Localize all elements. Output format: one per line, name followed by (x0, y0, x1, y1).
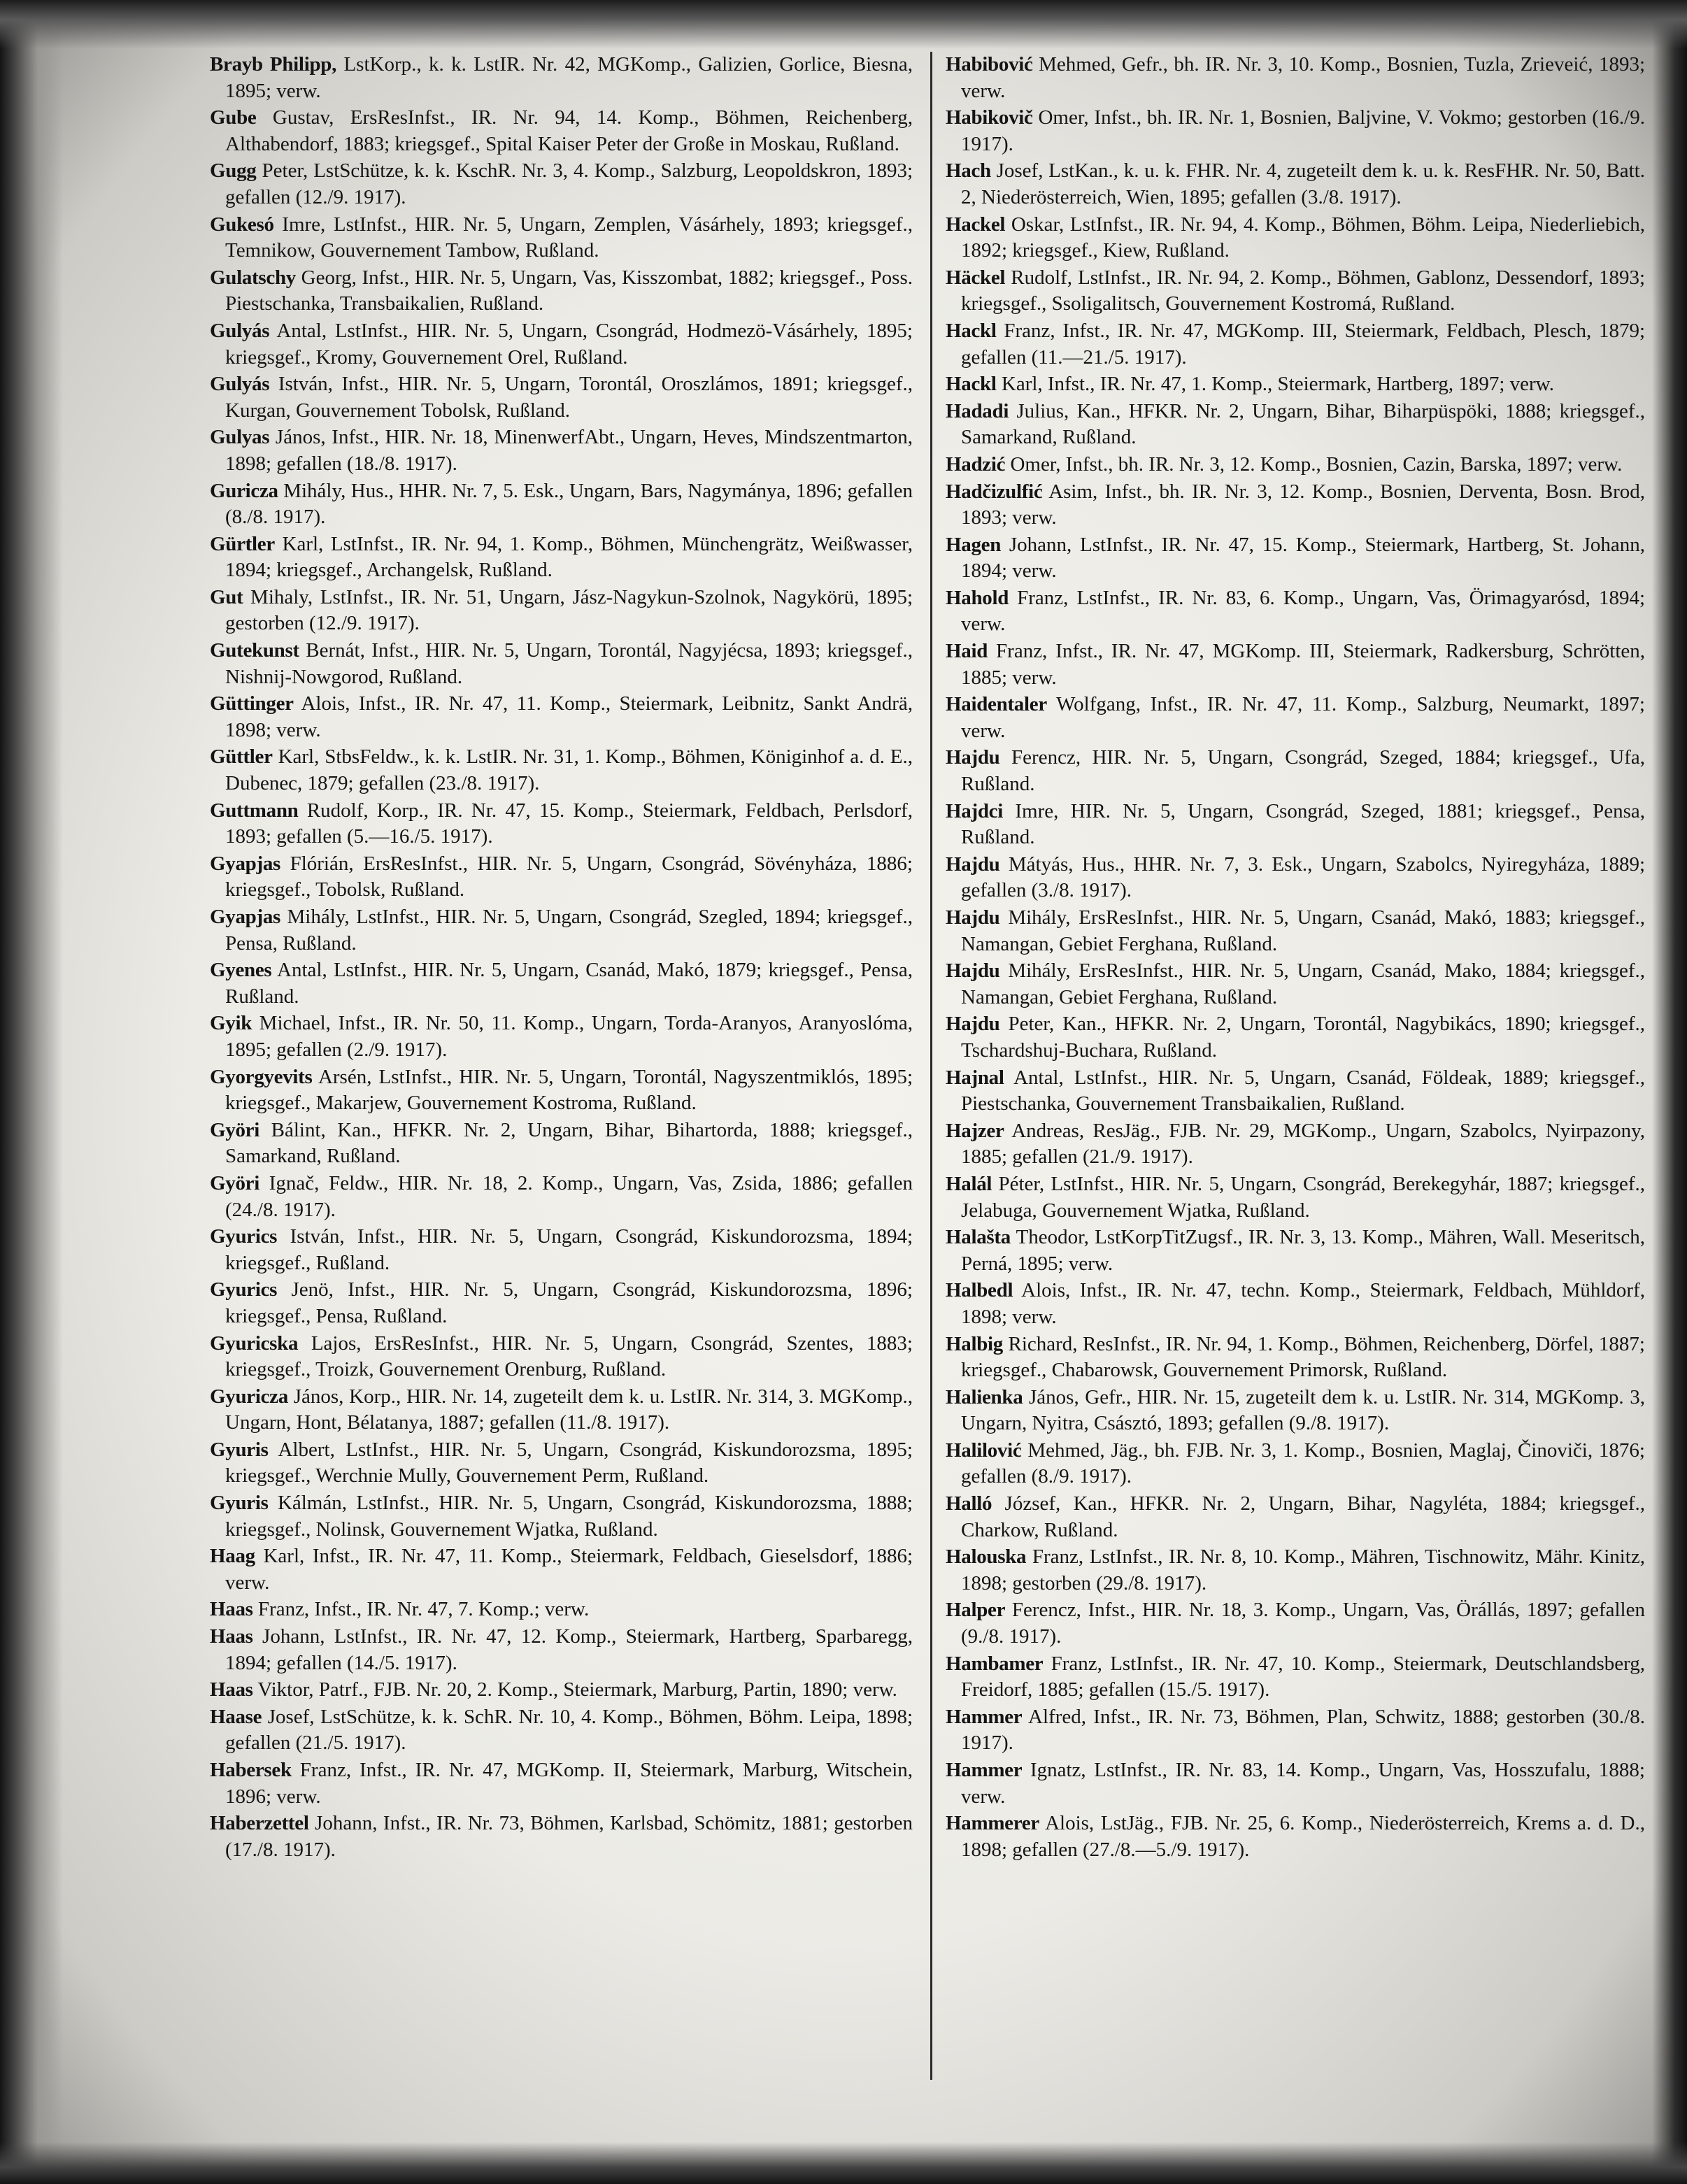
roll-entry (946, 1704, 1645, 1757)
entry-surname: Halló (946, 1492, 992, 1515)
entry-details: Kálmán, LstInfst., HIR. Nr. 5, Ungarn, Csongrád, Kiskundorozsma, 1888; kriegsgef., Nolinsk, Gouvernement Wjatka, Rußland. (225, 1492, 913, 1541)
entry-surname: Halper (946, 1599, 1006, 1622)
roll-entry (210, 105, 913, 157)
roll-entry (210, 851, 913, 904)
roll-entry (946, 1651, 1645, 1704)
roll-entry (946, 1385, 1645, 1437)
entry-surname: Gürtler (210, 532, 275, 555)
entry-surname: Häckel (946, 266, 1006, 289)
entry-surname: Guricza (210, 479, 278, 502)
entry-details: Wolfgang, Infst., IR. Nr. 47, 11. Komp., Salzburg, Neumarkt, 1897; verw. (961, 693, 1645, 742)
roll-entry (210, 904, 913, 957)
roll-entry (946, 1544, 1645, 1597)
entry-details: Mihaly, LstInfst., IR. Nr. 51, Ungarn, Jász-Nagykun-Szolnok, Nagykörü, 1895; gestorben (12./9. 1917). (225, 585, 913, 635)
roll-entry (946, 1757, 1645, 1810)
entry-surname: Gugg (210, 159, 257, 183)
roll-entry (946, 318, 1645, 371)
entry-surname: Gyuris (210, 1492, 269, 1515)
roll-entry (210, 1704, 913, 1757)
entry-details: Oskar, LstInfst., IR. Nr. 94, 4. Komp., Böhmen, Böhm. Leipa, Niederliebich, 1892; kriegsgef., Kiew, Rußland. (961, 213, 1646, 262)
entry-surname: Gut (210, 585, 243, 608)
entry-details: Ignatz, LstInfst., IR. Nr. 83, 14. Komp., Ungarn, Vas, Hosszufalu, 1888; verw. (961, 1759, 1645, 1808)
entry-surname: Gyenes (210, 959, 272, 982)
roll-entry (210, 478, 913, 531)
roll-entry (946, 212, 1645, 264)
entry-details: Mihály, ErsResInfst., HIR. Nr. 5, Ungarn, Csanád, Mako, 1884; kriegsgef., Namangan, Gebiet Ferghana, Rußland. (961, 959, 1646, 1008)
entry-details: Georg, Infst., HIR. Nr. 5, Ungarn, Vas, Kisszombat, 1882; kriegsgef., Poss. Piestschanka, Transbaikalien, Rußland. (225, 266, 913, 315)
roll-entry (210, 691, 913, 743)
entry-details: János, Korp., HIR. Nr. 14, zugeteilt dem k. u. LstIR. Nr. 314, 3. MGKomp., Ungarn, Hont, Bélatanya, 1887; gefallen (11./8. 1917). (225, 1385, 913, 1434)
roll-entry (210, 638, 913, 690)
entry-details: Franz, Infst., IR. Nr. 47, MGKomp. III, Steiermark, Feldbach, Plesch, 1879; gefallen (11.—21./5. 1917). (961, 319, 1646, 369)
roll-entry (946, 905, 1645, 957)
roll-entry (946, 1597, 1645, 1650)
roll-entry (946, 1491, 1645, 1543)
roll-entry (210, 1543, 913, 1596)
entry-surname: Halilović (946, 1439, 1022, 1462)
entry-details: Albert, LstInfst., HIR. Nr. 5, Ungarn, Csongrád, Kiskundorozsma, 1895; kriegsgef., Werchnie Mully, Gouvernement Perm, Rußland. (225, 1438, 913, 1487)
entry-details: Karl, StbsFeldw., k. k. LstIR. Nr. 31, 1. Komp., Böhmen, Königinhof a. d. E., Dubenec, 1879; gefallen (23./8. 1917). (225, 745, 913, 795)
entry-details: Mihály, LstInfst., HIR. Nr. 5, Ungarn, Csongrád, Szegled, 1894; kriegsgef., Pensa, Rußland. (225, 906, 913, 955)
entry-details: Imre, LstInfst., HIR. Nr. 5, Ungarn, Zemplen, Vásárhely, 1893; kriegsgef., Temnikow, Gouvernement Tambow, Rußland. (225, 213, 913, 262)
entry-surname: Hajnal (946, 1066, 1004, 1089)
roll-entry (210, 371, 913, 424)
entry-surname: Hammer (946, 1759, 1023, 1781)
roll-entry (210, 52, 913, 104)
entry-surname: Hackl (946, 373, 997, 396)
entry-details: Jenö, Infst., HIR. Nr. 5, Ungarn, Csongrád, Kiskundorozsma, 1896; kriegsgef., Pensa, Rußland. (225, 1278, 913, 1327)
entry-details: Asim, Infst., bh. IR. Nr. 3, 12. Komp., Bosnien, Derventa, Bosn. Brod, 1893; verw. (961, 480, 1645, 529)
entry-surname: Haas (210, 1625, 253, 1648)
roll-entry (210, 585, 913, 637)
entry-details: Franz, LstInfst., IR. Nr. 8, 10. Komp., Mähren, Tischnowitz, Mähr. Kinitz, 1898; gestorben (29./8. 1917). (961, 1546, 1645, 1594)
entry-surname: Gyapjas (210, 852, 281, 875)
entry-surname: Habikovič (946, 106, 1033, 129)
entry-details: Ferencz, HIR. Nr. 5, Ungarn, Csongrád, Szeged, 1884; kriegsgef., Ufa, Rußland. (961, 746, 1645, 796)
entry-surname: Halbig (946, 1332, 1003, 1355)
roll-entry (946, 1278, 1645, 1330)
entry-surname: Hadadi (946, 399, 1009, 422)
left-column (210, 52, 913, 1864)
roll-entry (946, 1171, 1645, 1224)
scan-shadow-bottom (0, 2142, 1687, 2184)
entry-surname: Gulyas (210, 426, 270, 449)
entry-details: Omer, Infst., bh. IR. Nr. 1, Bosnien, Baljvine, V. Vokmo; gestorben (16./9. 1917). (961, 106, 1645, 155)
entry-details: Imre, HIR. Nr. 5, Ungarn, Csongrád, Szeged, 1881; kriegsgef., Pensa, Rußland. (961, 799, 1645, 849)
entry-details: Ferencz, Infst., HIR. Nr. 18, 3. Komp., Ungarn, Vas, Örállás, 1897; gefallen (9./8. 1917). (961, 1599, 1645, 1648)
entry-details: Lajos, ErsResInfst., HIR. Nr. 5, Ungarn, Csongrád, Szentes, 1883; kriegsgef., Troizk, Gouvernement Orenburg, Rußland. (225, 1332, 913, 1381)
entry-details: Peter, Kan., HFKR. Nr. 2, Ungarn, Torontál, Nagybikács, 1890; kriegsgef., Tschardshuj-Buchara, Rußland. (961, 1013, 1646, 1062)
entry-surname: Gukesó (210, 213, 274, 236)
entry-details: Rudolf, LstInfst., IR. Nr. 94, 2. Komp., Böhmen, Gablonz, Dessendorf, 1893; kriegsgef., Ssoligalitsch, Gouvernement Kostromá, Rußland. (961, 266, 1646, 315)
entry-details: Franz, LstInfst., IR. Nr. 47, 10. Komp., Steiermark, Deutschlandsberg, Freidorf, 1885; gefallen (15./5. 1917). (961, 1652, 1645, 1701)
entry-surname: Haid (946, 640, 988, 663)
entry-surname: Haase (210, 1705, 262, 1728)
entry-details: Mihály, Hus., HHR. Nr. 7, 5. Esk., Ungarn, Bars, Nagymánya, 1896; gefallen (8./8. 1917). (225, 479, 913, 529)
entry-surname: Hagen (946, 533, 1002, 556)
roll-entry (210, 798, 913, 850)
roll-entry (946, 1065, 1645, 1118)
roll-entry (210, 1677, 913, 1704)
roll-entry (210, 1277, 913, 1329)
entry-surname: Habersek (210, 1759, 292, 1781)
entry-surname: Hammerer (946, 1812, 1039, 1835)
entry-surname: Hackel (946, 213, 1006, 236)
roll-entry (946, 799, 1645, 851)
entry-surname: Brayb Philipp, (210, 53, 337, 76)
entry-surname: Gyurics (210, 1278, 278, 1301)
entry-details: Mihály, ErsResInfst., HIR. Nr. 5, Ungarn, Csanád, Makó, 1883; kriegsgef., Namangan, Gebiet Ferghana, Rußland. (961, 906, 1646, 955)
roll-entry (210, 1384, 913, 1436)
entry-details: Karl, Infst., IR. Nr. 47, 11. Komp., Steiermark, Feldbach, Gieselsdorf, 1886; verw. (225, 1545, 913, 1594)
roll-entry (946, 265, 1645, 317)
roll-entry (946, 1332, 1645, 1384)
entry-details: János, Gefr., HIR. Nr. 15, zugeteilt dem k. u. LstIR. Nr. 314, MGKomp. 3, Ungarn, Nyitra, Császtó, 1893; gefallen (9./8. 1917). (961, 1385, 1646, 1435)
roll-entry (210, 1064, 913, 1117)
roll-entry (946, 692, 1645, 744)
entry-surname: Hadzić (946, 452, 1006, 476)
roll-entry (946, 1118, 1645, 1171)
entry-details: Theodor, LstKorpTitZugsf., IR. Nr. 3, 13. Komp., Mähren, Wall. Meseritsch, Perná, 1895; verw. (961, 1226, 1645, 1275)
entry-details: Josef, LstSchütze, k. k. SchR. Nr. 10, 4. Komp., Böhmen, Böhm. Leipa, 1898; gefallen (21./5. 1917). (225, 1705, 913, 1755)
entry-details: Alois, Infst., IR. Nr. 47, techn. Komp., Steiermark, Feldbach, Mühldorf, 1898; verw. (961, 1279, 1645, 1328)
entry-surname: Haag (210, 1545, 255, 1568)
roll-entry (946, 585, 1645, 638)
roll-entry (946, 479, 1645, 531)
entry-details: Ignač, Feldw., HIR. Nr. 18, 2. Komp., Ungarn, Vas, Zsida, 1886; gefallen (24./8. 1917). (225, 1171, 913, 1221)
roll-entry (946, 852, 1645, 904)
roll-entry (210, 957, 913, 1010)
entry-details: Rudolf, Korp., IR. Nr. 47, 15. Komp., Steiermark, Feldbach, Perlsdorf, 1893; gefallen (5.—16./5. 1917). (225, 799, 913, 848)
entry-details: Mehmed, Jäg., bh. FJB. Nr. 3, 1. Komp., Bosnien, Maglaj, Činoviči, 1876; gefallen (8./9. 1917). (961, 1439, 1645, 1488)
entry-surname: Haas (210, 1678, 253, 1701)
entry-details: Peter, LstSchütze, k. k. KschR. Nr. 3, 4. Komp., Salzburg, Leopoldskron, 1893; gefallen (12./9. 1917). (225, 159, 913, 208)
roll-entry (210, 1437, 913, 1490)
entry-surname: Györi (210, 1118, 259, 1141)
entry-details: Josef, LstKan., k. u. k. FHR. Nr. 4, zugeteilt dem k. u. k. ResFHR. Nr. 50, Batt. 2, Niederösterreich, Wien, 1895; gefallen (3./8. 1917). (961, 159, 1646, 208)
roll-entry (210, 1490, 913, 1543)
entry-details: Franz, LstInfst., IR. Nr. 83, 6. Komp., Ungarn, Vas, Örimagyarósd, 1894; verw. (961, 586, 1646, 636)
entry-surname: Hadčizulfić (946, 480, 1043, 503)
roll-entry (210, 212, 913, 264)
entry-surname: Györi (210, 1171, 259, 1194)
entry-surname: Gyapjas (210, 906, 281, 928)
entry-details: Franz, Infst., IR. Nr. 47, 7. Komp.; verw. (257, 1598, 590, 1621)
entry-surname: Hajdu (946, 906, 1000, 929)
roll-entry (946, 371, 1645, 398)
entry-details: Arsén, LstInfst., HIR. Nr. 5, Ungarn, Torontál, Nagyszentmiklós, 1895; kriegsgef., Makarjew, Gouvernement Kostroma, Rußland. (225, 1065, 913, 1115)
roll-entry (946, 532, 1645, 585)
entry-details: János, Infst., HIR. Nr. 18, MinenwerfAbt., Ungarn, Heves, Mindszentmarton, 1898; gefallen (18./8. 1917). (225, 426, 913, 475)
entry-surname: Hajdu (946, 1013, 1000, 1036)
column-divider (930, 52, 932, 2080)
entry-details: Antal, LstInfst., HIR. Nr. 5, Ungarn, Csanád, Makó, 1879; kriegsgef., Pensa, Rußland. (225, 959, 913, 1008)
roll-entry (946, 1811, 1645, 1863)
entry-details: Alois, LstJäg., FJB. Nr. 25, 6. Komp., Niederösterreich, Krems a. d. D., 1898; gefallen (27./8.—5./9. 1917). (961, 1812, 1645, 1861)
entry-details: Johann, Infst., IR. Nr. 73, Böhmen, Karlsbad, Schömitz, 1881; gestorben (17./8. 1917). (225, 1812, 913, 1861)
entry-details: Alois, Infst., IR. Nr. 47, 11. Komp., Steiermark, Leibnitz, Sankt Andrä, 1898; verw. (225, 692, 913, 741)
roll-entry (210, 1597, 913, 1623)
roll-entry (210, 1331, 913, 1383)
roll-entry (210, 531, 913, 584)
entry-details: Julius, Kan., HFKR. Nr. 2, Ungarn, Bihar, Biharpüspöki, 1888; kriegsgef., Samarkand, Rußland. (961, 399, 1646, 449)
roll-entry (946, 1225, 1645, 1277)
entry-details: Flórián, ErsResInfst., HIR. Nr. 5, Ungarn, Csongrád, Sövényháza, 1886; kriegsgef., Tobolsk, Rußland. (225, 852, 913, 901)
roll-entry (946, 452, 1645, 478)
entry-surname: Halbedl (946, 1279, 1013, 1302)
scan-shadow-left (0, 0, 63, 2184)
entry-surname: Hammer (946, 1705, 1023, 1728)
roll-entry (210, 1118, 913, 1170)
roll-entry (210, 1757, 913, 1810)
entry-surname: Gulyás (210, 373, 270, 396)
entry-surname: Haberzettel (210, 1812, 309, 1835)
entry-surname: Habibović (946, 53, 1033, 76)
entry-surname: Haidentaler (946, 693, 1047, 716)
entry-surname: Hajdci (946, 799, 1003, 822)
entry-surname: Halašta (946, 1226, 1011, 1249)
entry-details: Bernát, Infst., HIR. Nr. 5, Ungarn, Torontál, Nagyjécsa, 1893; kriegsgef., Nishnij-Nowgorod, Rußland. (225, 639, 913, 688)
scan-shadow-right (1652, 0, 1687, 2184)
entry-surname: Hajdu (946, 852, 1000, 876)
roll-entry (946, 638, 1645, 691)
entry-surname: Hajdu (946, 746, 1000, 769)
entry-details: Franz, Infst., IR. Nr. 47, MGKomp. III, Steiermark, Radkersburg, Schrötten, 1885; verw. (961, 640, 1646, 689)
entry-surname: Hach (946, 159, 991, 183)
entry-details: Karl, Infst., IR. Nr. 47, 1. Komp., Steiermark, Hartberg, 1897; verw. (1001, 373, 1554, 396)
entry-surname: Hambamer (946, 1652, 1044, 1675)
entry-details: Péter, LstInfst., HIR. Nr. 5, Ungarn, Csongrád, Berekegyhár, 1887; kriegsgef., Jelabuga, Gouvernement Wjatka, Rußland. (961, 1172, 1645, 1222)
entry-details: LstKorp., k. k. LstIR. Nr. 42, MGKomp., Galizien, Gorlice, Biesna, 1895; verw. (225, 53, 913, 102)
roll-entry (946, 52, 1645, 104)
roll-entry (210, 158, 913, 210)
roll-entry (210, 1624, 913, 1676)
entry-surname: Güttinger (210, 692, 294, 715)
entry-details: Andreas, ResJäg., FJB. Nr. 29, MGKomp., Ungarn, Szabolcs, Nyirpazony, 1885; gefallen (21./9. 1917). (961, 1119, 1645, 1169)
entry-surname: Gyurics (210, 1225, 278, 1248)
roll-entry (946, 399, 1645, 451)
entry-details: Gustav, ErsResInfst., IR. Nr. 94, 14. Komp., Böhmen, Reichenberg, Althabendorf, 1883; kriegsgef., Spital Kaiser Peter der Große in Moskau, Rußland. (225, 106, 913, 155)
entry-surname: Haas (210, 1598, 253, 1621)
roll-entry (946, 1438, 1645, 1490)
entry-surname: Gyuricska (210, 1332, 299, 1355)
entry-surname: Gyuris (210, 1438, 269, 1461)
entry-surname: Gutekunst (210, 639, 299, 662)
entry-surname: Hajzer (946, 1119, 1004, 1142)
roll-entry (210, 744, 913, 797)
scan-shadow-top (0, 0, 1687, 49)
entry-surname: Hackl (946, 319, 997, 342)
roll-entry (210, 1011, 913, 1063)
entry-surname: Gulyás (210, 319, 270, 342)
entry-details: István, Infst., HIR. Nr. 5, Ungarn, Csongrád, Kiskundorozsma, 1894; kriegsgef., Rußland. (225, 1225, 913, 1274)
roll-entry (210, 1811, 913, 1863)
entry-details: István, Infst., HIR. Nr. 5, Ungarn, Torontál, Oroszlámos, 1891; kriegsgef., Kurgan, Gouvernement Tobolsk, Rußland. (225, 373, 913, 422)
entry-details: Mehmed, Gefr., bh. IR. Nr. 3, 10. Komp., Bosnien, Tuzla, Zrieveić, 1893; verw. (961, 53, 1645, 102)
entry-details: Mátyás, Hus., HHR. Nr. 7, 3. Esk., Ungarn, Szabolcs, Nyiregyháza, 1889; gefallen (3./8. 1917). (961, 852, 1645, 902)
entry-details: Viktor, Patrf., FJB. Nr. 20, 2. Komp., Steiermark, Marburg, Partin, 1890; verw. (257, 1678, 897, 1701)
roll-entry (210, 318, 913, 371)
entry-surname: Hahold (946, 586, 1009, 609)
entry-details: Franz, Infst., IR. Nr. 47, MGKomp. II, Steiermark, Marburg, Witschein, 1896; verw. (225, 1759, 913, 1808)
entry-details: Karl, LstInfst., IR. Nr. 94, 1. Komp., Böhmen, Münchengrätz, Weißwasser, 1894; kriegsgef., Archangelsk, Rußland. (225, 532, 913, 582)
entry-surname: Gyuricza (210, 1385, 288, 1408)
right-column (946, 52, 1645, 1864)
entry-surname: Halouska (946, 1546, 1027, 1569)
entry-surname: Halienka (946, 1385, 1023, 1408)
roll-entry (946, 158, 1645, 210)
entry-surname: Güttler (210, 745, 273, 769)
entry-details: Alfred, Infst., IR. Nr. 73, Böhmen, Plan, Schwitz, 1888; gestorben (30./8. 1917). (961, 1705, 1645, 1755)
entry-details: Johann, LstInfst., IR. Nr. 47, 12. Komp., Steiermark, Hartberg, Sparbaregg, 1894; gefallen (14./5. 1917). (225, 1625, 913, 1674)
entry-details: Richard, ResInfst., IR. Nr. 94, 1. Komp., Böhmen, Reichenberg, Dörfel, 1887; kriegsgef., Chabarowsk, Gouvernement Primorsk, Rußland. (961, 1332, 1645, 1382)
entry-details: József, Kan., HFKR. Nr. 2, Ungarn, Bihar, Nagyléta, 1884; kriegsgef., Charkow, Rußland. (961, 1492, 1645, 1541)
entry-details: Antal, LstInfst., HIR. Nr. 5, Ungarn, Csanád, Földeak, 1889; kriegsgef., Piestschanka, Gouvernement Transbaikalien, Rußland. (961, 1066, 1645, 1115)
entry-details: Antal, LstInfst., HIR. Nr. 5, Ungarn, Csongrád, Hodmezö-Vásárhely, 1895; kriegsgef., Kromy, Gouvernement Orel, Rußland. (225, 319, 913, 369)
entry-details: Bálint, Kan., HFKR. Nr. 2, Ungarn, Bihar, Bihartorda, 1888; kriegsgef., Samarkand, Rußland. (225, 1118, 913, 1168)
entry-surname: Gyorgyevits (210, 1065, 313, 1088)
roll-entry (210, 424, 913, 477)
entry-surname: Guttmann (210, 799, 299, 822)
entry-details: Michael, Infst., IR. Nr. 50, 11. Komp., Ungarn, Torda-Aranyos, Aranyoslóma, 1895; gefallen (2./9. 1917). (225, 1012, 913, 1061)
entry-details: Johann, LstInfst., IR. Nr. 47, 15. Komp., Steiermark, Hartberg, St. Johann, 1894; verw. (961, 533, 1645, 583)
roll-entry (210, 1171, 913, 1223)
roll-entry (946, 1011, 1645, 1064)
entry-surname: Halál (946, 1172, 992, 1195)
roll-entry (946, 958, 1645, 1011)
roll-entry (210, 265, 913, 317)
roll-entry (210, 1224, 913, 1276)
entry-surname: Gube (210, 106, 257, 129)
entry-details: Omer, Infst., bh. IR. Nr. 3, 12. Komp., Bosnien, Cazin, Barska, 1897; verw. (1010, 452, 1623, 476)
roll-entry (946, 105, 1645, 157)
roll-entry (946, 745, 1645, 797)
entry-surname: Gulatschy (210, 266, 296, 289)
entry-surname: Hajdu (946, 959, 1000, 983)
entry-surname: Gyik (210, 1012, 252, 1035)
